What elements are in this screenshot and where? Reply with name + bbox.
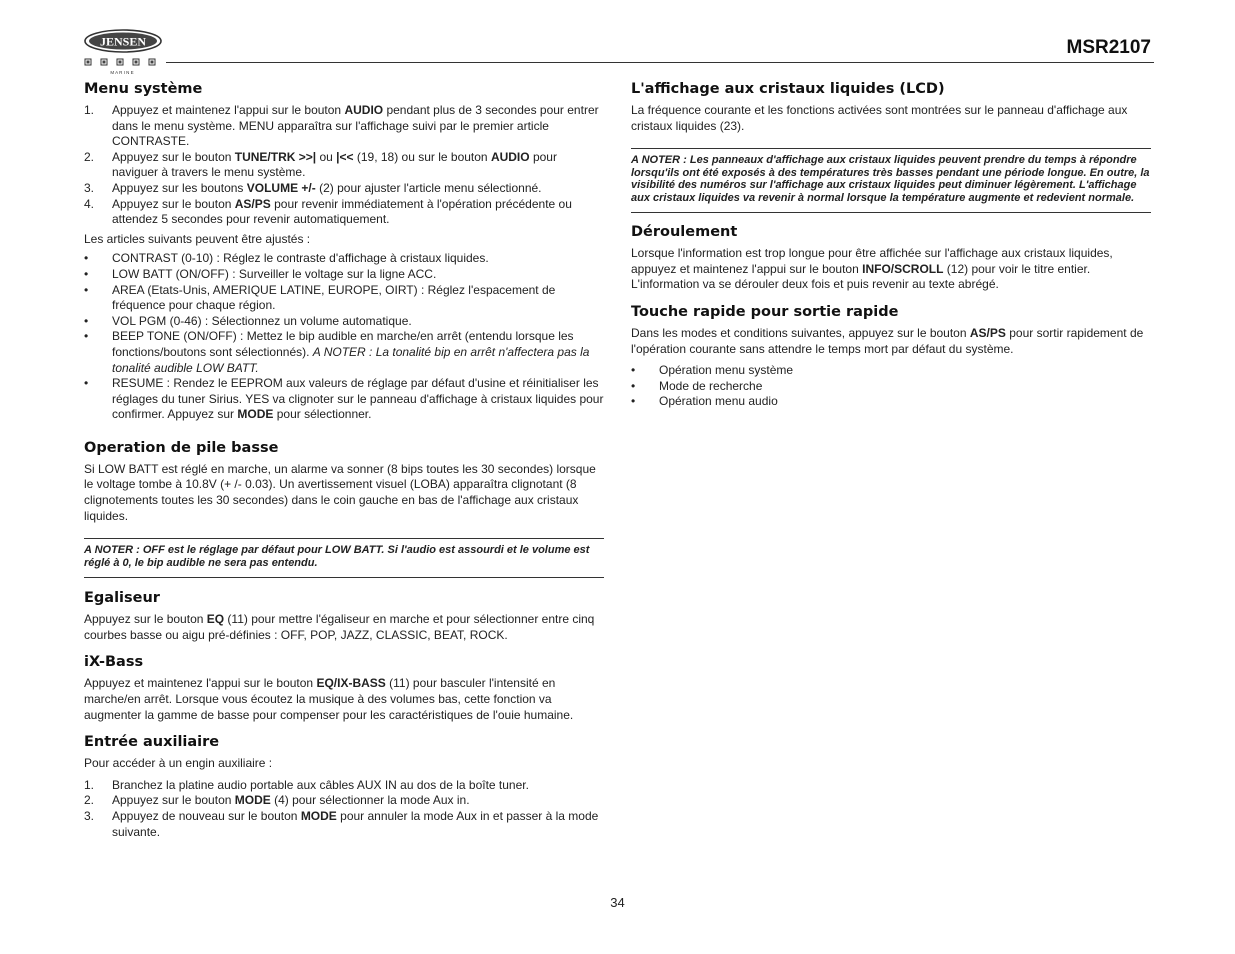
quick-bullets-list	[631, 363, 1151, 410]
jensen-logo-icon	[84, 28, 164, 76]
list-item: 3. Appuyez sur les boutons VOLUME +/- (2) pour ajuster l'article menu sélectionné.	[84, 180, 542, 195]
section-deroulement	[631, 223, 1151, 293]
aux-intro: Pour accéder à un engin auxiliaire :	[84, 756, 273, 771]
list-item: 1. Appuyez et maintenez l'appui sur le bouton AUDIO pendant plus de 3 secondes pour entrer dans le menu système. MENU apparaîtra sur l'affichage suivi par le premier article CONTRASTE.	[84, 103, 599, 149]
menu-bullets-list	[84, 251, 604, 423]
section-entree-auxiliaire	[84, 733, 604, 840]
section-text: Lorsque l'information est trop longue pour être affichée sur l'affichage aux cristaux liquides, appuyez et maintenez l'appui sur le bouton INFO/SCROLL (12) pour voir le titre entier. L'information va se dérouler deux fois et puis revenir au texte abrégé.	[631, 246, 1113, 292]
section-egaliseur	[84, 589, 604, 643]
list-item: 4. Appuyez sur le bouton AS/PS pour revenir immédiatement à l'opération précédente ou attendez 5 secondes pour revenir automatiquement.	[84, 196, 572, 227]
list-item: 2. Appuyez sur le bouton TUNE/TRK >>| ou |<< (19, 18) ou sur le bouton AUDIO pour naviguer à travers le menu système.	[84, 149, 557, 180]
section-text: Dans les modes et conditions suivantes, appuyez sur le bouton AS/PS pour sortir rapidement de l'opération courante sans attendre le temps mort par défaut du système.	[631, 325, 1144, 356]
list-item: • BEEP TONE (ON/OFF) : Mettez le bip audible en marche/en arrêt (entendu lorsque les fonctions/boutons sont sélectionnés). A NOTER : La tonalité bip en arrêt n'affectera pas la tonalité audible LOW BATT.	[84, 329, 590, 375]
section-text: La fréquence courante et les fonctions activées sont montrées sur le panneau d'affichage aux cristaux liquides (23).	[631, 103, 1128, 133]
section-pile-basse	[84, 439, 604, 578]
list-item: • CONTRAST (0-10) : Réglez le contraste d'affichage à cristaux liquides.	[84, 251, 489, 266]
section-touche-rapide	[631, 303, 1151, 410]
list-item: • AREA (Etats-Unis, AMERIQUE LATINE, EUROPE, OIRT) : Réglez l'espacement de fréquence pour chaque région.	[84, 282, 556, 313]
brand-text: JENSEN	[99, 34, 147, 49]
section-title: L'affichage aux cristaux liquides (LCD)	[631, 81, 945, 97]
menu-intro: Les articles suivants peuvent être ajustés :	[84, 231, 311, 246]
list-item: • Mode de recherche	[631, 378, 763, 393]
list-item: • Opération menu audio	[631, 394, 778, 409]
list-item: 3. Appuyez de nouveau sur le bouton MODE pour annuler la mode Aux in et passer à la mode suivante.	[84, 809, 599, 839]
note-box: A NOTER : OFF est le réglage par défaut pour LOW BATT. Si l'audio est assourdi et le volume est réglé à 0, le bip audible ne sera pas entendu.	[84, 538, 604, 578]
section-lcd	[631, 80, 1151, 213]
section-ix-bass	[84, 653, 604, 723]
jensen-marine-logo	[84, 28, 164, 76]
right-column	[631, 80, 1151, 414]
menu-steps-list	[84, 103, 604, 228]
section-text: Si LOW BATT est réglé en marche, un alarme va sonner (8 bips toutes les 30 secondes) lorsque le voltage tombe à 10.8V (+ /- 0.03). Un avertissement visuel (LOBA) apparaîtra clignotant (8 clignotements toutes les 30 secondes) dans le coin gauche en bas de l'affichage aux cristaux liquides.	[84, 461, 596, 523]
aux-steps-list	[84, 778, 604, 840]
list-item: • VOL PGM (0-46) : Sélectionnez un volume automatique.	[84, 313, 412, 328]
section-menu-systeme	[84, 80, 604, 423]
list-item: • RESUME : Rendez le EEPROM aux valeurs de réglage par défaut d'usine et réinitialiser les réglages du tuner Sirius. YES va clignoter sur le panneau d'affichage à cristaux liquides pour confirmer. Appuyez sur MODE pour sélectionner.	[84, 376, 604, 422]
section-text: Appuyez et maintenez l'appui sur le bouton EQ/IX-BASS (11) pour basculer l'intensité en marche/en arrêt. Lorsque vous écoutez la musique à des volumes bas, cette fonction va augmenter la gamme de basse pour compenser pour les caractéristiques de l'ouie humaine.	[84, 676, 574, 722]
left-column	[84, 80, 604, 844]
section-title: iX-Bass	[84, 654, 144, 671]
list-item: • LOW BATT (ON/OFF) : Surveiller le voltage sur la ligne ACC.	[84, 266, 437, 281]
header-divider	[166, 62, 1154, 63]
sub-brand-text: M A R I N E	[110, 70, 134, 75]
section-title: Menu système	[84, 81, 203, 97]
section-title: Egaliseur	[84, 590, 160, 607]
list-item: • Opération menu système	[631, 363, 794, 378]
section-title: Déroulement	[631, 224, 738, 241]
page-number: 34	[610, 895, 625, 910]
section-text: Appuyez sur le bouton EQ (11) pour mettre l'égaliseur en marche et pour sélectionner entre cinq courbes basse ou aigu pré-définies : OFF, POP, JAZZ, CLASSIC, BEAT, ROCK.	[84, 612, 595, 642]
note-box: A NOTER : Les panneaux d'affichage aux cristaux liquides peuvent prendre du temps à répondre lorsqu'ils ont été exposés à des températures très basses pendant une période longue. En outre, la visibilité des numéros sur l'affichage aux cristaux liquides peut diminuer légèrement. L'affichage aux cristaux liquides va revenir à normal lorsque la température augmente et redevient normale.	[631, 148, 1151, 213]
model-number: MSR2107	[1066, 37, 1151, 58]
list-item: 1. Branchez la platine audio portable aux câbles AUX IN au dos de la boîte tuner.	[84, 777, 529, 792]
section-title: Operation de pile basse	[84, 439, 279, 456]
section-title: Entrée auxiliaire	[84, 734, 220, 751]
section-title: Touche rapide pour sortie rapide	[631, 303, 899, 320]
list-item: 2. Appuyez sur le bouton MODE (4) pour sélectionner la mode Aux in.	[84, 793, 470, 808]
